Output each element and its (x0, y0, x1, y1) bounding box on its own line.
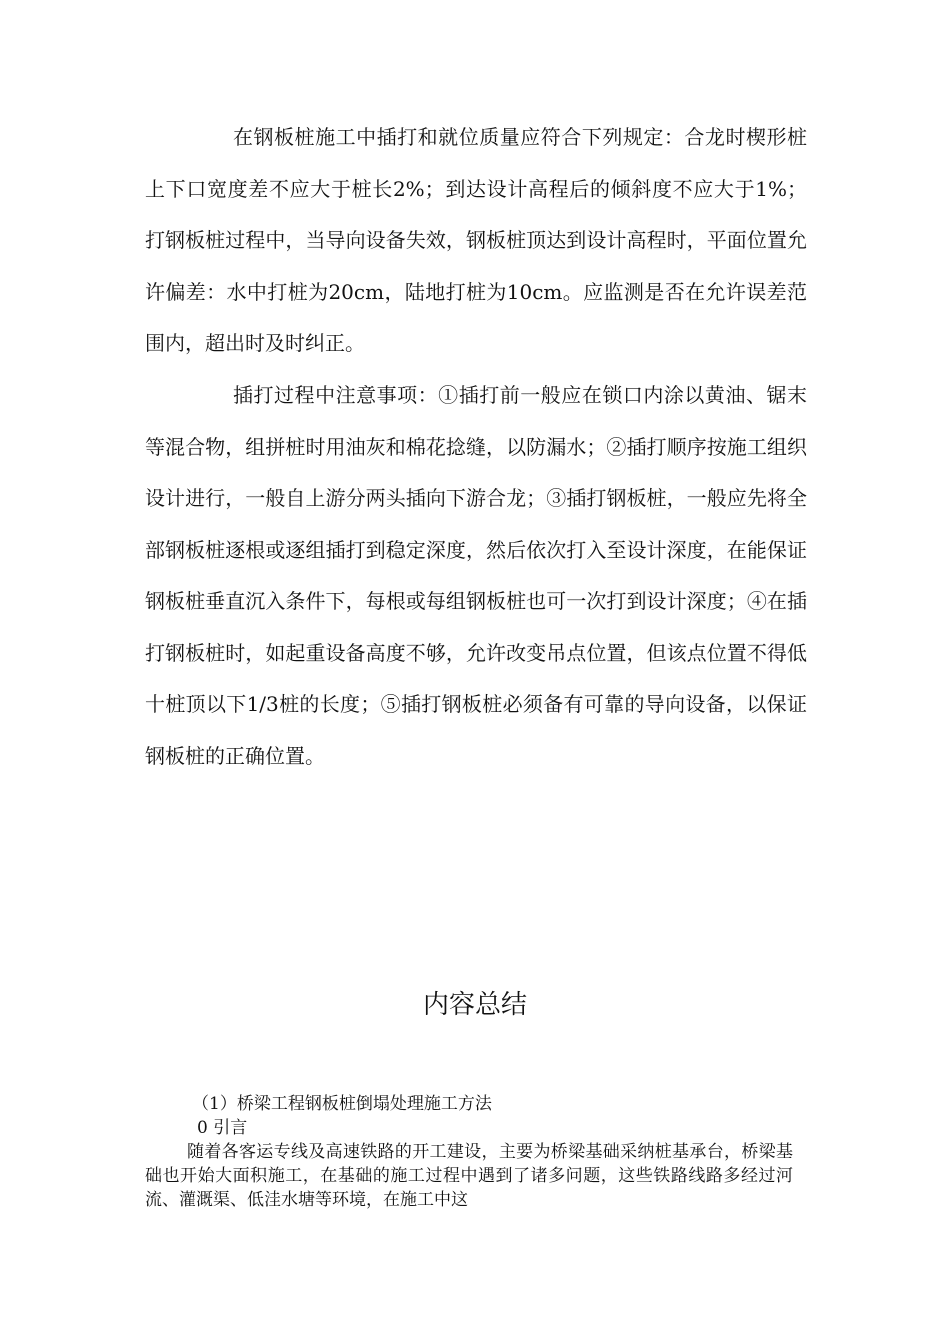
summary-heading: （1）桥梁工程钢板桩倒塌处理施工方法 (192, 1094, 492, 1114)
body-paragraph-insertion-precautions: 插打过程中注意事项：①插打前一般应在锁口内涂以黄油、锯末等混合物，组拼桩时用油灰和棉花捻缝，以防漏水；②插打顺序按施工组织设计进行，一般自上游分两头插向下游合龙；③插打钢板桩，一般应先将全部钢板桩逐根或逐组插打到稳定深度，然后依次打入至设计深度，在能保证钢板桩垂直沉入条件下，每根或每组钢板桩也可一次打到设计深度；④在插打钢板桩时，如起重设备高度不够，允许改变吊点位置，但该点位置不得低十桩顶以下1/3桩的长度；⑤插打钢板桩必须备有可靠的导向设备，以保证钢板桩的正确位置。 (145, 383, 807, 768)
body-paragraph-insertion-quality: 在钢板桩施工中插打和就位质量应符合下列规定：合龙时楔形桩上下口宽度差不应大于桩长2%；到达设计高程后的倾斜度不应大于1%；打钢板桩过程中，当导向设备失效，钢板桩顶达到设计高程时，平面位置允许偏差：水中打桩为20cm，陆地打桩为10cm。应监测是否在允许误差范围内，超出时及时纠正。 (145, 125, 807, 355)
summary-intro-label: 0 引言 (197, 1118, 248, 1138)
summary-paragraph: 随着各客运专线及高速铁路的开工建设，主要为桥梁基础采纳桩基承台，桥梁基础也开始大面积施工，在基础的施工过程中遇到了诸多问题，这些铁路线路多经过河流、灌溉渠、低洼水塘等环境，在施工中这 (145, 1142, 793, 1210)
section-title: 内容总结 (422, 990, 527, 1020)
